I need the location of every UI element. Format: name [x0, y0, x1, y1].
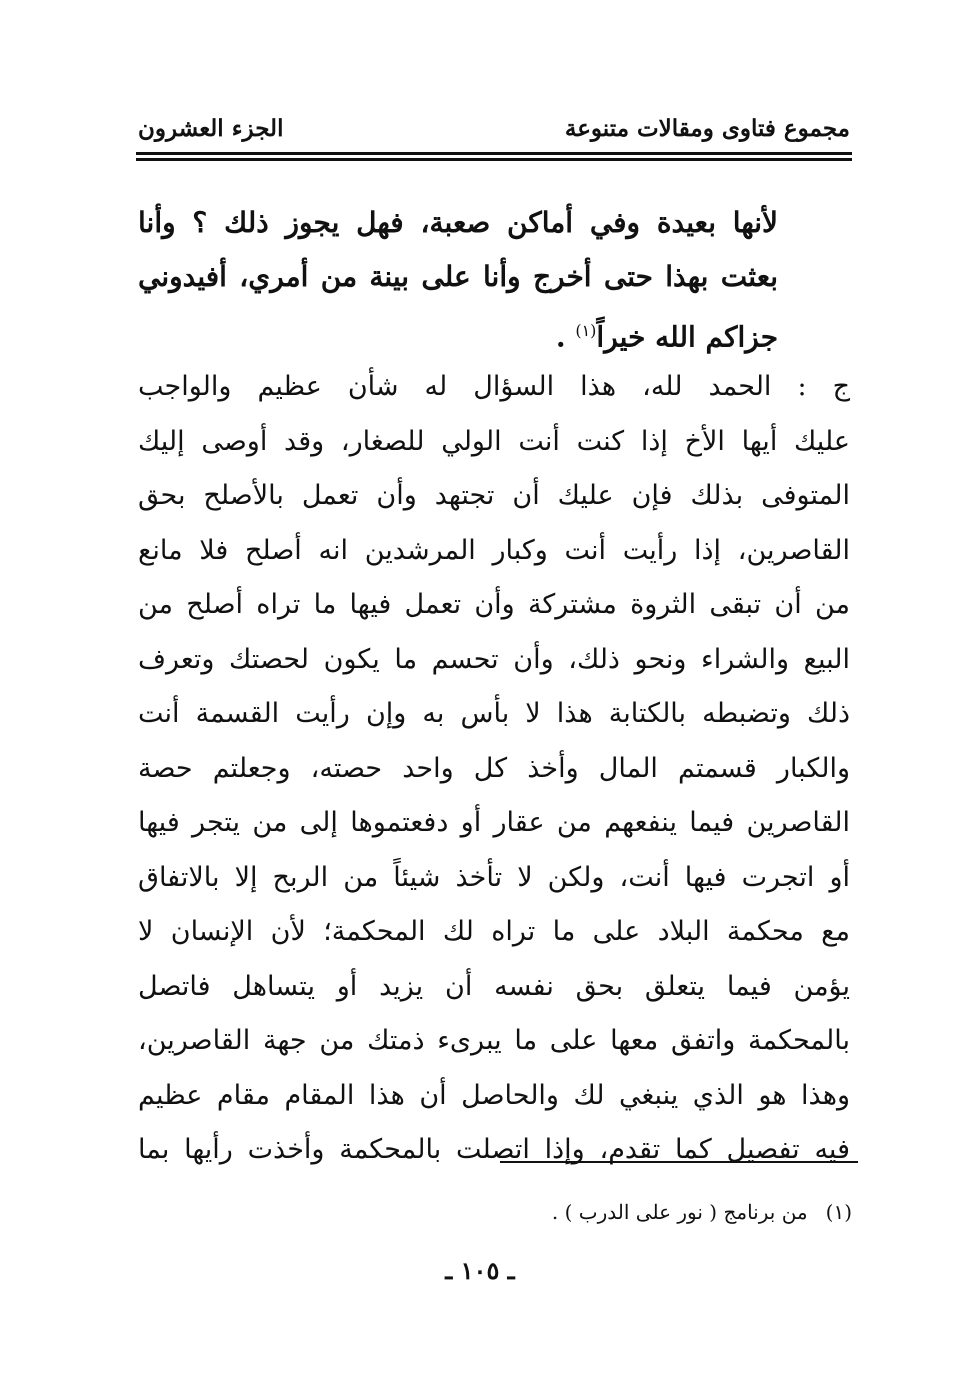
page-number: ـ ١٠٥ ـ: [445, 1256, 515, 1285]
footnote-separator: [500, 1161, 858, 1163]
answer-line: فيه تفصيل كما تقدم، وإذا اتصلت بالمحكمة وأخذت رأيها بما: [138, 1134, 850, 1165]
question-line: لأنها بعيدة وفي أماكن صعبة، فهل يجوز ذلك ؟ وأنا: [138, 206, 778, 239]
question-end-mark: .: [555, 320, 566, 354]
answer-line: من أن تبقى الثروة مشتركة وأن تعمل فيها ما تراه أصلح من: [138, 589, 850, 620]
footnote: [440, 1200, 852, 1224]
answer-line: والكبار قسمتم المال وأخذ كل واحد حصته، وجعلتم حصة: [138, 752, 850, 784]
book-title: مجموع فتاوى ومقالات متنوعة: [564, 114, 850, 142]
question-line: بعثت بهذا حتى أخرج وأنا على بينة من أمري، أفيدوني: [138, 260, 778, 293]
answer-line: بالمحكمة واتفق معها على ما يبرىء ذمتك من جهة القاصرين،: [138, 1025, 850, 1056]
footnote-text: من برنامج ( نور على الدرب ) .: [551, 1200, 808, 1224]
question-line-text: جزاكم الله خيراً: [596, 320, 778, 354]
answer-line: مع محكمة البلاد على ما تراه لك المحكمة؛ لأن الإنسان لا: [138, 916, 850, 947]
footnote-number: (١): [825, 1200, 852, 1224]
answer-block: [138, 360, 850, 1178]
answer-line: يؤمن فيما يتعلق بحق نفسه أن يزيد أو يتساهل فاتصل: [138, 970, 850, 1002]
header-double-rule: [136, 152, 852, 161]
answer-line: القاصرين، إذا رأيت أنت وكبار المرشدين انه أصلح فلا مانع: [138, 534, 850, 566]
answer-line: المتوفى بذلك فإن عليك أن تجتهد وأن تعمل بالأصلح بحق: [138, 480, 850, 511]
answer-line: أو اتجرت فيها أنت، ولكن لا تأخذ شيئاً من الربح إلا بالاتفاق: [138, 861, 850, 893]
volume-label: الجزء العشرون: [138, 114, 284, 142]
answer-line: وهذا هو الذي ينبغي لك والحاصل أن هذا المقام مقام عظيم: [138, 1079, 850, 1111]
answer-line: ذلك وتضبطه بالكتابة هذا لا بأس به وإن رأيت القسمة أنت: [138, 698, 850, 729]
footnote-reference: (١): [575, 321, 597, 340]
answer-line: ج : الحمد لله، هذا السؤال له شأن عظيم والواجب: [138, 371, 850, 402]
running-header: [138, 108, 850, 148]
answer-line: البيع والشراء ونحو ذلك، وأن تحسم ما يكون لحصتك وتعرف: [138, 643, 850, 675]
answer-line: القاصرين فيما ينفعهم من عقار أو دفعتموها إلى من يتجر فيها: [138, 807, 850, 838]
question-block: [138, 196, 778, 364]
question-line-last: [138, 304, 778, 364]
answer-line: عليك أيها الأخ إذا كنت أنت الولي للصغار، وقد أوصى إليك: [138, 425, 850, 457]
